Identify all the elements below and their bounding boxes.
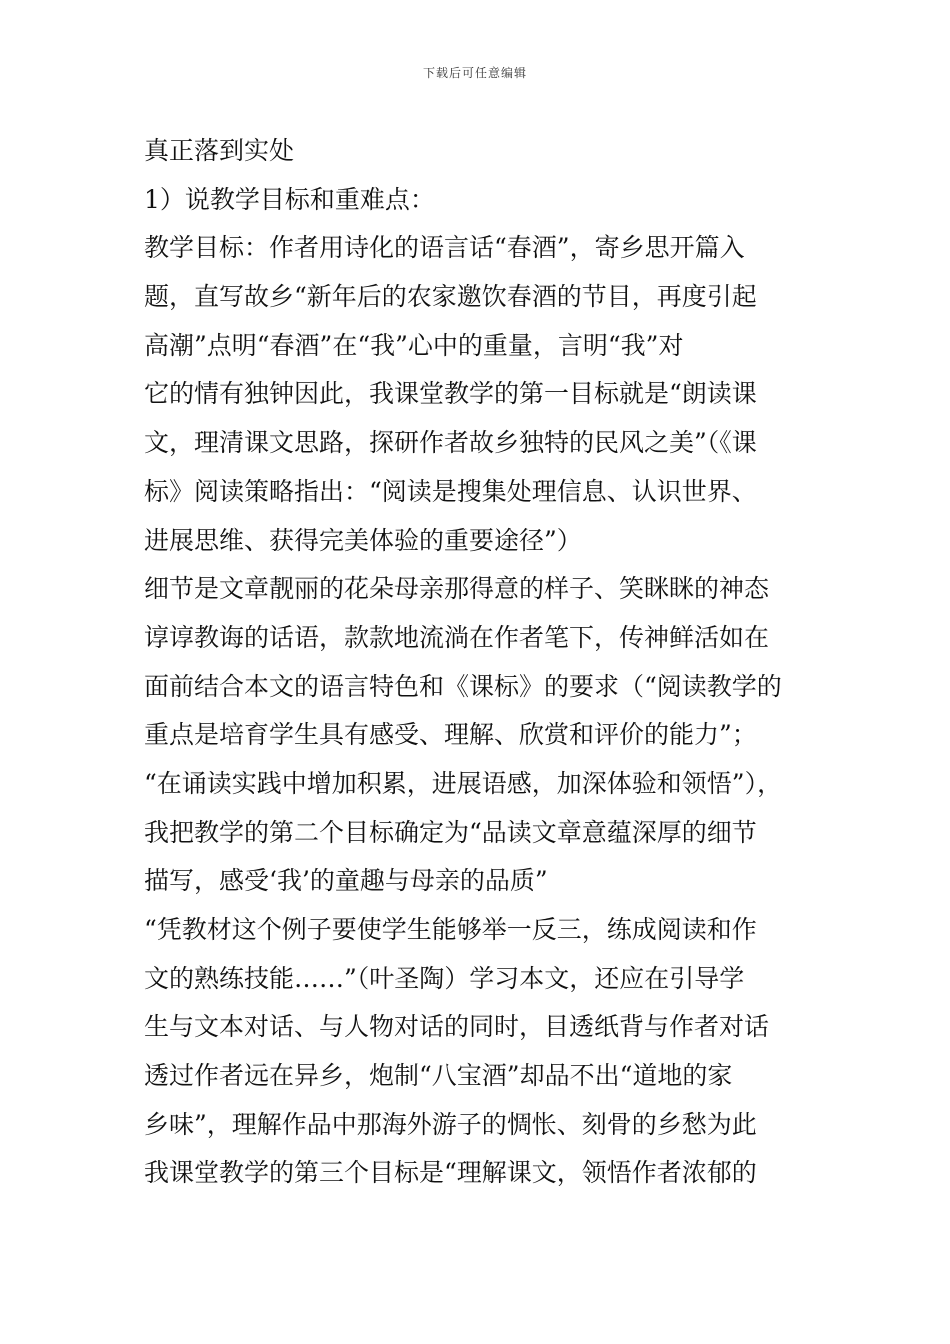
text-line: 面前结合本文的语言特色和《课标》的要求（“阅读教学的 [144,671,782,701]
text-line: 我把教学的第二个目标确定为“品读文章意蕴深厚的细节 [144,817,757,847]
text-line: 文的熟练技能……”（叶圣陶）学习本文，还应在引导学 [144,963,745,993]
text-line: 生与文本对话、与人物对话的同时，目透纸背与作者对话 [144,1012,770,1042]
text-line: 重点是培育学生具有感受、理解、欣赏和评价的能力”； [144,720,757,750]
page-header: 下载后可任意编辑 [422,66,527,80]
text-line: 透过作者远在异乡，炮制“八宝酒”却品不出“道地的家 [144,1061,733,1091]
text-line: 文，理清课文思路，探研作者故乡独特的民风之美”（《课 [144,428,757,458]
text-line: 乡味”，理解作品中那海外游子的惆怅、刻骨的乡愁为此 [144,1109,757,1139]
text-line: 它的情有独钟因此，我课堂教学的第一目标就是“朗读课 [144,379,757,409]
text-line: 教学目标：作者用诗化的语言话“春酒”，寄乡思开篇入 [144,233,745,263]
text-line: 真正落到实处 [144,136,295,165]
text-line: 1）说教学目标和重难点： [144,184,435,214]
text-line: 描写，感受‘我’的童趣与母亲的品质” [144,866,548,896]
text-line: 高潮”点明“春酒”在“我”心中的重量，言明“我”对 [144,330,684,360]
body-text [144,127,824,1198]
text-line: “凭教材这个例子要使学生能够举一反三，练成阅读和作 [144,915,757,944]
text-line: 谆谆教诲的话语，款款地流淌在作者笔下，传神鲜活如在 [144,622,770,652]
text-line: 标》阅读策略指出：“阅读是搜集处理信息、认识世界、 [144,476,757,506]
text-line: 我课堂教学的第三个目标是“理解课文，领悟作者浓郁的 [144,1158,757,1188]
text-line: 进展思维、获得完美体验的重要途径”） [144,525,582,555]
text-line: “在诵读实践中增加积累，进展语感，加深体验和领悟”）， [144,768,783,798]
text-line: 题，直写故乡“新年后的农家邀饮春酒的节目，再度引起 [144,282,757,312]
text-line: 细节是文章靓丽的花朵母亲那得意的样子、笑眯眯的神态 [144,574,770,604]
